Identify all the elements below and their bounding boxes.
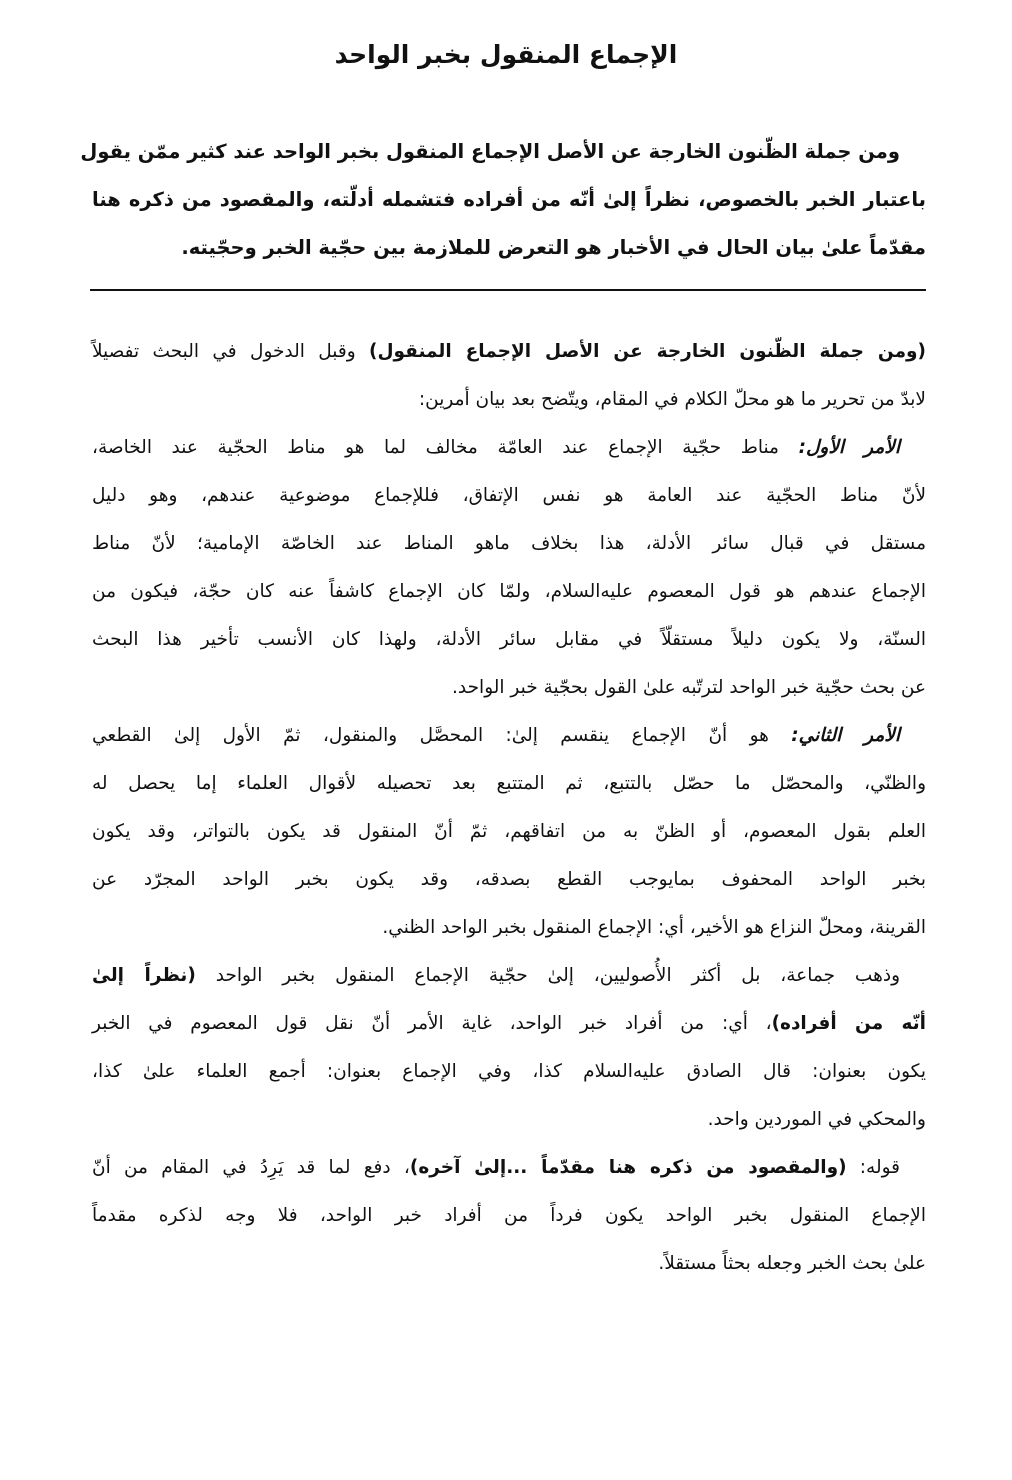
text-line xyxy=(92,712,926,760)
text-line xyxy=(92,224,926,272)
text-line xyxy=(92,1144,926,1192)
text-segment: وقبل الدخول في البحث تفصيلاً xyxy=(92,341,370,362)
text-line xyxy=(80,128,926,176)
text-line xyxy=(92,520,926,568)
text-segment: ، دفع لما قد يَرِدُ في المقام من أنّ xyxy=(92,1157,410,1178)
bold-quote: (نظراً إلىٰ xyxy=(92,965,196,986)
text-line xyxy=(92,856,926,904)
text-line xyxy=(92,1240,926,1288)
text-segment: باعتبار الخبر بالخصوص، نظراً إلىٰ أنّه من أفراده فتشمله أدلّته، والمقصود من ذكره هنا xyxy=(92,188,926,211)
text-segment: هو أنّ الإجماع ينقسم إلىٰ: المحصَّل والمنقول، ثمّ الأول إلىٰ القطعي xyxy=(92,725,792,746)
text-line xyxy=(92,424,926,472)
bold-quote: أنّه من أفراده) xyxy=(771,1013,926,1034)
text-line xyxy=(92,568,926,616)
text-segment: الإجماع عندهم هو قول المعصوم عليه‌السلام، ولمّا كان الإجماع كاشفاً عنه كان حجّة، فيكون من xyxy=(92,581,926,602)
text-segment: مناط حجّية الإجماع عند العامّة مخالف لما هو مناط الحجّية عند الخاصة، xyxy=(92,437,799,458)
separator-rule xyxy=(90,289,926,291)
text-segment: وذهب جماعة، بل أكثر الأُصوليين، إلىٰ حجّية الإجماع المنقول بخبر الواحد xyxy=(195,965,901,986)
text-line xyxy=(92,1192,926,1240)
text-line xyxy=(92,176,926,224)
text-line xyxy=(92,904,926,952)
text-segment: لأنّ مناط الحجّية عند العامة هو نفس الإتفاق، فللإجماع موضوعية عندهم، وهو دليل xyxy=(92,485,926,506)
text-segment: الإجماع المنقول بخبر الواحد يكون فرداً من أفراد خبر الواحد، فلا وجه لذكره مقدماً xyxy=(92,1205,926,1226)
text-line xyxy=(92,328,926,376)
text-segment: العلم بقول المعصوم، أو الظنّ به من اتفاقهم، ثمّ أنّ المنقول قد يكون بالتواتر، وقد يكون xyxy=(92,821,926,842)
main-text xyxy=(80,128,926,272)
text-segment: علىٰ بحث الخبر وجعله بحثاً مستقلاً. xyxy=(658,1253,926,1274)
text-segment: والمحكي في الموردين واحد. xyxy=(707,1109,926,1130)
bold-quote: (ومن جملة الظّنون الخارجة عن الأصل الإجماع المنقول) xyxy=(369,341,926,362)
text-segment: السنّة، ولا يكون دليلاً مستقلّاً في مقابل سائر الأدلة، ولهذا كان الأنسب تأخير هذا البحث xyxy=(92,629,926,650)
text-segment: ومن جملة الظّنون الخارجة عن الأصل الإجماع المنقول بخبر الواحد عند كثير ممّن يقول xyxy=(80,140,900,163)
text-line xyxy=(92,952,926,1000)
text-line xyxy=(92,760,926,808)
text-line xyxy=(92,664,926,712)
text-line xyxy=(92,616,926,664)
page-title: الإجماع المنقول بخبر الواحد xyxy=(334,40,678,69)
text-line xyxy=(92,1000,926,1048)
text-segment: لابدّ من تحرير ما هو محلّ الكلام في المقام، ويتّضح بعد بيان أمرين: xyxy=(418,389,926,410)
text-line xyxy=(92,1096,926,1144)
text-segment: بخبر الواحد المحفوف بمايوجب القطع بصدقه، وقد يكون بخبر الواحد المجرّد عن xyxy=(92,869,926,890)
text-segment: عن بحث حجّية خبر الواحد لترتّبه علىٰ القول بحجّية خبر الواحد. xyxy=(452,677,926,698)
italic-heading: الأمر الثاني: xyxy=(791,725,900,746)
commentary-text xyxy=(92,328,926,1288)
text-segment: القرينة، ومحلّ النزاع هو الأخير، أي: الإجماع المنقول بخبر الواحد الظني. xyxy=(382,917,926,938)
text-segment: يكون بعنوان: قال الصادق عليه‌السلام كذا، وفي الإجماع بعنوان: أجمع العلماء علىٰ كذا، xyxy=(92,1061,926,1082)
text-line xyxy=(92,808,926,856)
text-segment: ، أي: من أفراد خبر الواحد، غاية الأمر أنّ نقل قول المعصوم في الخبر xyxy=(92,1013,772,1034)
bold-quote: (والمقصود من ذكره هنا مقدّماً ...إلىٰ آخره) xyxy=(409,1157,847,1178)
text-segment: قوله: xyxy=(846,1157,900,1178)
text-line xyxy=(92,472,926,520)
text-line xyxy=(92,1048,926,1096)
text-segment: والظنّي، والمحصّل ما حصّل بالتتبع، ثم المتتبع بعد تحصيله لأقوال العلماء إما يحصل له xyxy=(92,773,926,794)
italic-heading: الأمر الأول: xyxy=(798,437,900,458)
text-segment: مقدّماً علىٰ بيان الحال في الأخبار هو التعرض للملازمة بين حجّية الخبر وحجّيته. xyxy=(181,236,926,259)
text-segment: مستقل في قبال سائر الأدلة، هذا بخلاف ماهو المناط عند الخاصّة الإمامية؛ لأنّ مناط xyxy=(92,533,926,554)
text-line xyxy=(92,376,926,424)
